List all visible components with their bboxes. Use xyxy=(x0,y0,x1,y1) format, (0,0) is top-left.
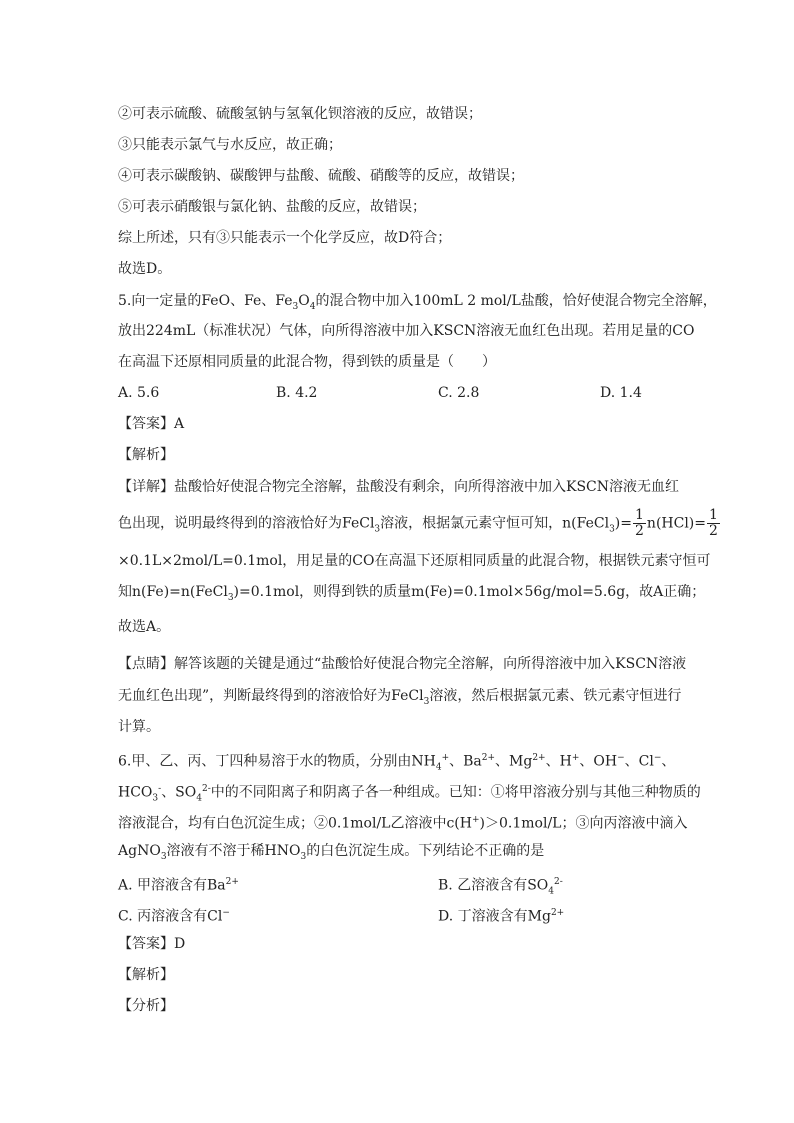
analysis-label: 【解析】 xyxy=(118,447,174,463)
question-6-stem: AgNO$_3$溶液有不溶于稀$HNO_3$的白色沉淀生成。下列结论不正确的是 xyxy=(118,843,545,862)
option-a: A. 甲溶液含有$Ba^{2+}$ xyxy=(118,877,239,894)
question-5-stem: 5.向一定量的FeO、Fe、$Fe_3O_4$的混合物中加入100mL 2 mol/L盐酸，恰好使混合物完全溶解， xyxy=(118,293,717,312)
option-b: B. 4.2 xyxy=(276,385,318,401)
answer-label: 【答案】A xyxy=(118,416,185,432)
option-c: C. 2.8 xyxy=(438,385,480,401)
detail-line: ×0.1L×2mol/L=0.1mol，用足量的CO在高温下还原相同质量的此混合物，根据铁元素守恒可 xyxy=(118,553,711,569)
analysis-label: 【解析】 xyxy=(118,967,174,983)
question-6-stem: $HCO_3^-$、$SO_4^{2-}$中的不同阳离子和阴离子各一种组成。已知：①将甲溶液分别与其他三种物质的 xyxy=(118,784,701,804)
detail-line: 【详解】盐酸恰好使混合物完全溶解，盐酸没有剩余，向所得溶液中加入KSCN溶液无血红 xyxy=(118,479,680,495)
text-line: ②可表示硫酸、硫酸氢钠与氢氧化钡溶液的反应，故错误； xyxy=(118,106,482,122)
question-6-stem: 6.甲、乙、丙、丁四种易溶于水的物质，分别由$NH_4^+$、$Ba^{2+}$、$Mg^{2+}$、H+、OH−、Cl−、 xyxy=(118,753,676,773)
fraction-half: $\frac{1}{2}$ xyxy=(709,507,718,539)
note-line: 计算。 xyxy=(118,719,160,735)
text-line: ③只能表示氯气与水反应，故正确； xyxy=(118,137,342,153)
question-5-stem: 放出224mL（标准状况）气体，向所得溶液中加入KSCN溶液无血红色出现。若用足量的CO xyxy=(118,323,695,339)
detail-line: 色出现，说明最终得到的溶液恰好为FeCl$_3$溶液，根据氯元素守恒可知，n(FeCl$_3$)= $\frac{1}{2}$ n(HCl)= $\frac{1}{2}$ xyxy=(118,507,718,539)
note-line: 无血红色出现”，判断最终得到的溶液恰好为FeCl$_3$溶液，然后根据氯元素、铁元素守恒进行 xyxy=(118,688,682,707)
text-line: 综上所述，只有③只能表示一个化学反应，故D符合； xyxy=(118,230,452,246)
fraction-half: $\frac{1}{2}$ xyxy=(635,507,644,539)
text-line: ④可表示碳酸钠、碳酸钾与盐酸、硫酸、硝酸等的反应，故错误； xyxy=(118,168,524,184)
option-b: B. 乙溶液含有$SO_4^{2-}$ xyxy=(438,877,563,897)
option-c: C. 丙溶液含有Cl− xyxy=(118,908,230,925)
text-line: 故选D。 xyxy=(118,261,172,277)
choose-line: 故选A。 xyxy=(118,619,171,635)
text-line: ⑤可表示硝酸银与氯化钠、盐酸的反应，故错误； xyxy=(118,199,426,215)
answer-label: 【答案】D xyxy=(118,936,186,952)
fenxi-label: 【分析】 xyxy=(118,998,174,1014)
note-line: 【点睛】解答该题的关键是通过“盐酸恰好使混合物完全溶解，向所得溶液中加入KSCN溶液 xyxy=(118,656,687,672)
detail-line: 知n(Fe)=n(FeCl$_3$)=0.1mol，则得到铁的质量m(Fe)=0.1mol×56g/mol=5.6g，故A正确； xyxy=(118,584,706,603)
option-d: D. 1.4 xyxy=(600,385,642,401)
option-d: D. 丁溶液含有$Mg^{2+}$ xyxy=(438,908,565,925)
option-a: A. 5.6 xyxy=(118,385,160,401)
question-5-stem: 在高温下还原相同质量的此混合物，得到铁的质量是（ ） xyxy=(118,354,496,370)
question-6-stem: 溶液混合，均有白色沉淀生成；②0.1mol/L乙溶液中c(H+)＞0.1mol/L；③向丙溶液中滴入 xyxy=(118,815,688,832)
